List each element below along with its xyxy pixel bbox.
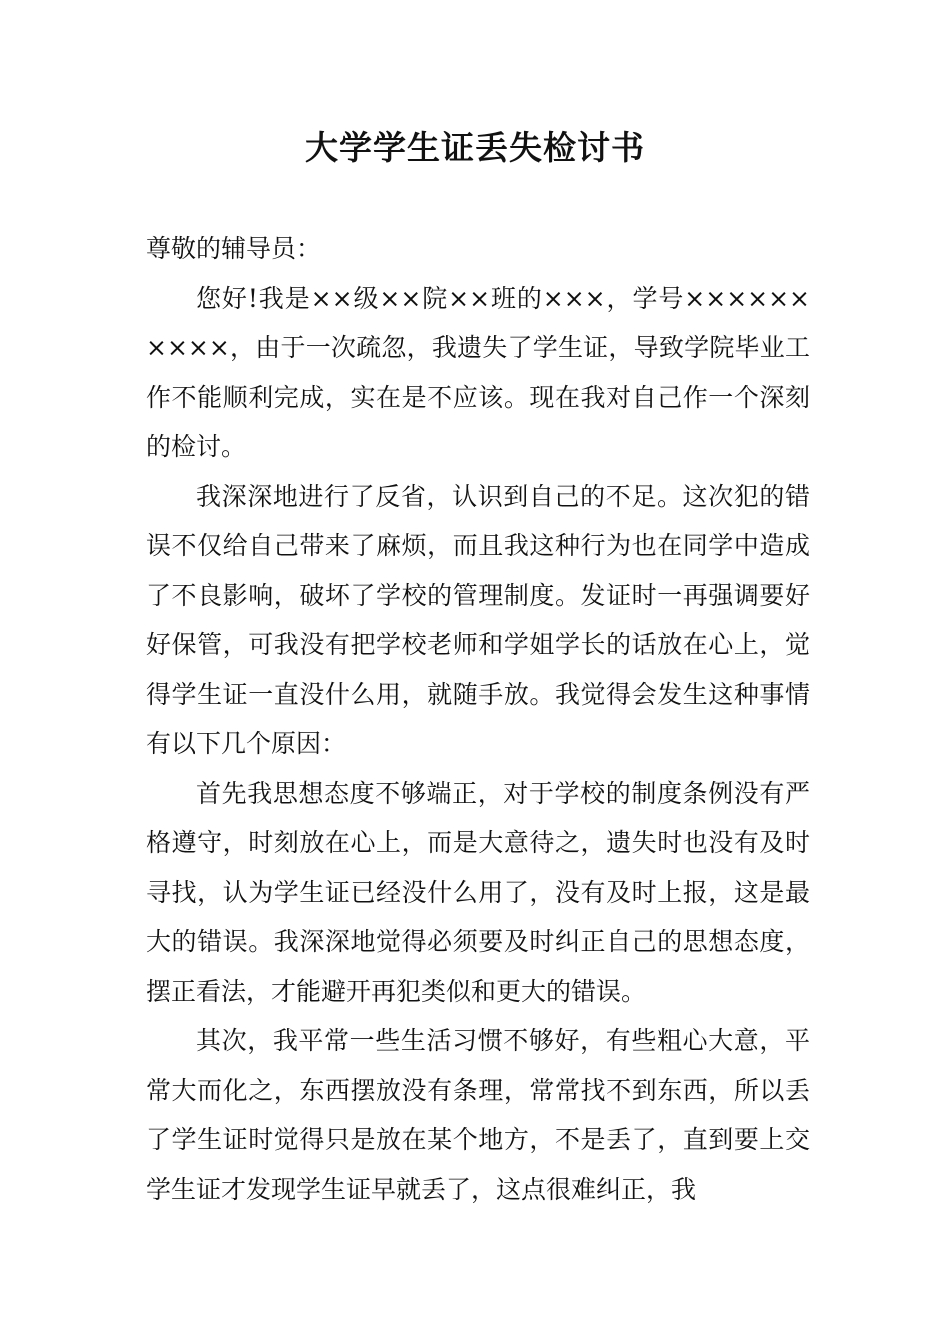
document-body: [146, 224, 810, 1214]
document-title: 大学学生证丢失检讨书: [305, 128, 645, 167]
salutation: 尊敬的辅导员：: [146, 234, 322, 263]
paragraph-4: 其次，我平常一些生活习惯不够好，有些粗心大意，平常大而化之，东西摆放没有条理，常常找不到东西，所以丢了学生证时觉得只是放在某个地方，不是丢了，直到要上交学生证才发现学生证早就丢了，这点很难纠正，我: [146, 1026, 810, 1204]
paragraph-1: 您好!我是××级××院××班的×××，学号××××××××××，由于一次疏忽，我遗失了学生证，导致学院毕业工作不能顺利完成，实在是不应该。现在我对自己作一个深刻的检讨。: [146, 283, 810, 461]
paragraph-3: 首先我思想态度不够端正，对于学校的制度条例没有严格遵守，时刻放在心上，而是大意待之，遗失时也没有及时寻找，认为学生证已经没什么用了，没有及时上报，这是最大的错误。我深深地觉得必须要及时纠正自己的思想态度，摆正看法，才能避开再犯类似和更大的错误。: [146, 778, 810, 1006]
paragraph-2: 我深深地进行了反省，认识到自己的不足。这次犯的错误不仅给自己带来了麻烦，而且我这种行为也在同学中造成了不良影响，破坏了学校的管理制度。发证时一再强调要好好保管，可我没有把学校老师和学姐学长的话放在心上，觉得学生证一直没什么用，就随手放。我觉得会发生这种事情有以下几个原因：: [146, 481, 810, 758]
